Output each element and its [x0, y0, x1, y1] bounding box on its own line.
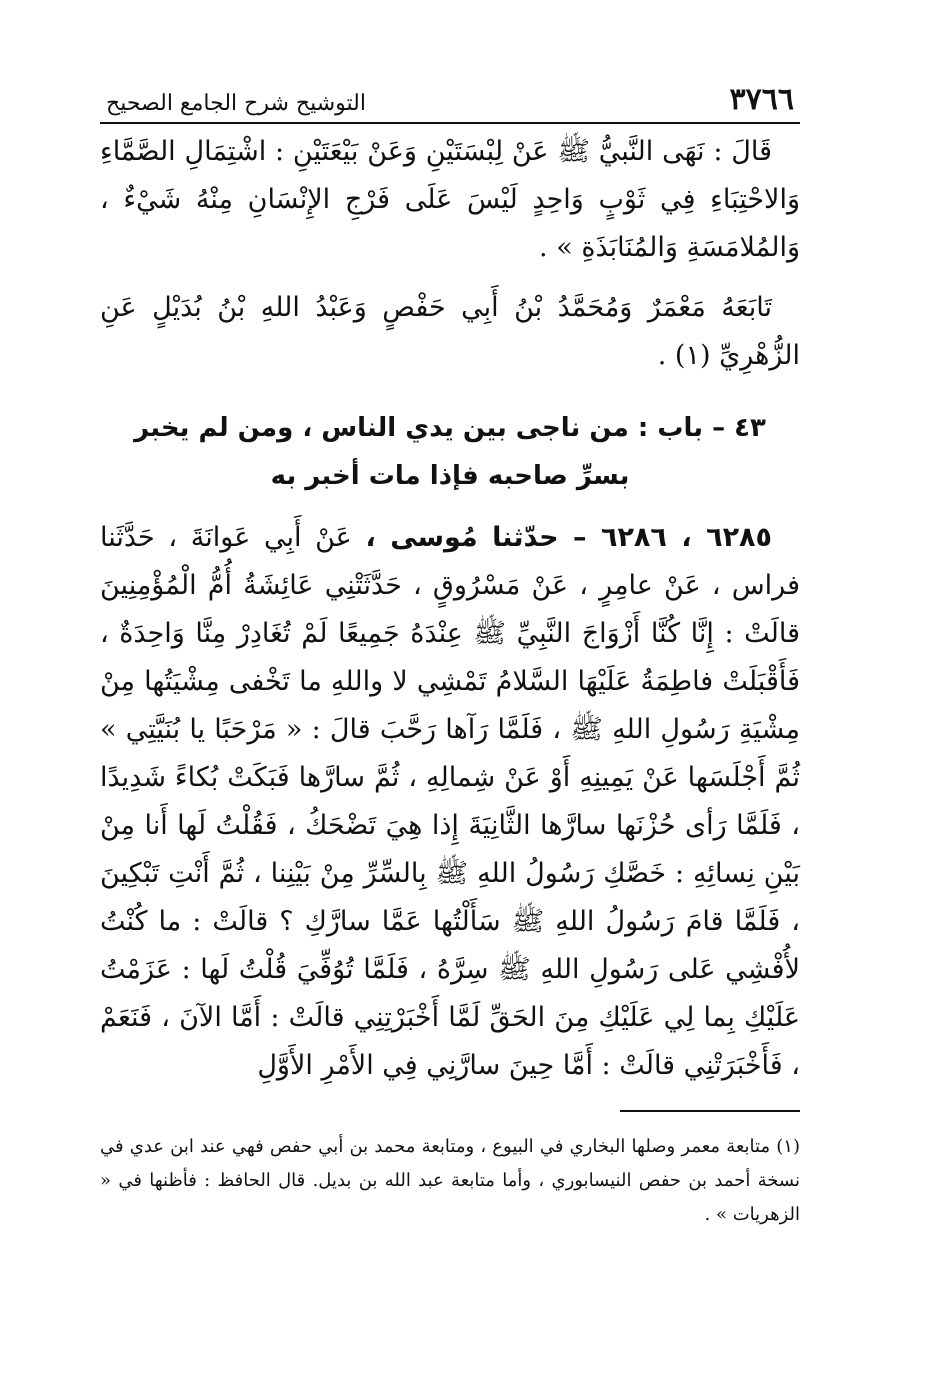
book-page [100, 78, 800, 1250]
footnote: (١) متابعة معمر وصلها البخاري في البيوع ، ومتابعة محمد بن أبي حفص فهي عند ابن عدي في نسخة أحمد بن حفص النيسابوري ، وأما متابعة عبد الله بن بديل. قال الحافظ : فأظنها في « الزهريات » . [100, 1136, 800, 1225]
chapter-heading-line-2: بسرِّ صاحبه فإذا مات أخبر به [270, 461, 630, 491]
footnote-divider [620, 1110, 800, 1112]
chapter-heading-line-1: ٤٣ – باب : من ناجى بين يدي الناس ، ومن لم يخبر [134, 413, 766, 443]
chapter-heading [100, 404, 800, 500]
hadith-paragraph [100, 514, 800, 1090]
page-header [100, 78, 800, 124]
page-number: ٣٧٦٦ [729, 82, 794, 117]
running-title: التوشيح شرح الجامع الصحيح [106, 91, 366, 116]
paragraph-hadith-ending: قَالَ : نَهَى النَّبيُّ ﷺ عَنْ لِبْسَتَيْنِ وَعَنْ بَيْعَتَيْنِ : اشْتِمَالِ الصَّمَّاءِ وَالاحْتِبَاءِ فِي ثَوْبٍ وَاحِدٍ لَيْسَ عَلَى فَرْجِ الإِنْسَانِ مِنْهُ شَيْءٌ ، وَالمُلامَسَةِ وَالمُنَابَذَةِ » . [100, 136, 800, 263]
hadith-text: عَنْ أَبِي عَوانَةَ ، حَدَّثَنا فراس ، عَنْ عامِرٍ ، عَنْ مَسْرُوقٍ ، حَدَّثَتْنِي عَائِشَةُ أُمُّ الْمُؤْمِنِينَ قالَتْ : إِنَّا كُنَّا أَزْوَاجَ النَّبِيِّ ﷺ عِنْدَهُ جَمِيعًا لَمْ تُغَادِرْ مِنَّا وَاحِدَةٌ ، فَأَقْبَلَتْ فاطِمَةُ عَلَيْهَا السَّلامُ تَمْشِي لا واللهِ ما تَخْفى مِشْيَتُها مِنْ مِشْيَةِ رَسُولِ اللهِ ﷺ ، فَلَمَّا رَآها رَحَّبَ قالَ : « مَرْحَبًا يا بُنَيَّتِي » ثُمَّ أَجْلَسَها عَنْ يَمِينِهِ أَوْ عَنْ شِمالِهِ ، ثُمَّ سارَّها فَبَكَتْ بُكاءً شَدِيدًا ، فَلَمَّا رَأى حُزْنَها سارَّها الثَّانِيَةَ إِذا هِيَ تَضْحَكُ ، فَقُلْتُ لَها أَنا مِنْ بَيْنِ نِسائِهِ : خَصَّكِ رَسُولُ اللهِ ﷺ بِالسِّرِّ مِنْ بَيْنِنا ، ثُمَّ أَنْتِ تَبْكِينَ ، فَلَمَّا قامَ رَسُولُ اللهِ ﷺ سَأَلْتُها عَمَّا سارَّكِ ؟ قالَتْ : ما كُنْتُ لأُفْشِي عَلى رَسُولِ اللهِ ﷺ سِرَّهُ ، فَلَمَّا تُوُفِّيَ قُلْتُ لَها : عَزَمْتُ عَلَيْكِ بِما لِي عَلَيْكِ مِنَ الحَقِّ لَمَّا أَخْبَرْتِنِي قالَتْ : أَمَّا الآنَ ، فَنَعَمْ ، فَأَخْبَرَتْنِي قالَتْ : أَمَّا حِينَ سارَّنِي فِي الأَمْرِ الأَوَّلِ [100, 522, 800, 1081]
paragraph-mutabaah: تَابَعَهُ مَعْمَرٌ وَمُحَمَّدُ بْنُ أَبِي حَفْصٍ وَعَبْدُ اللهِ بْنُ بُدَيْلٍ عَنِ الزُّهْرِيِّ (١) . [100, 292, 800, 371]
hadith-number: ٦٢٨٥ ، ٦٢٨٦ – حدّثنا مُوسى ، [365, 522, 773, 553]
